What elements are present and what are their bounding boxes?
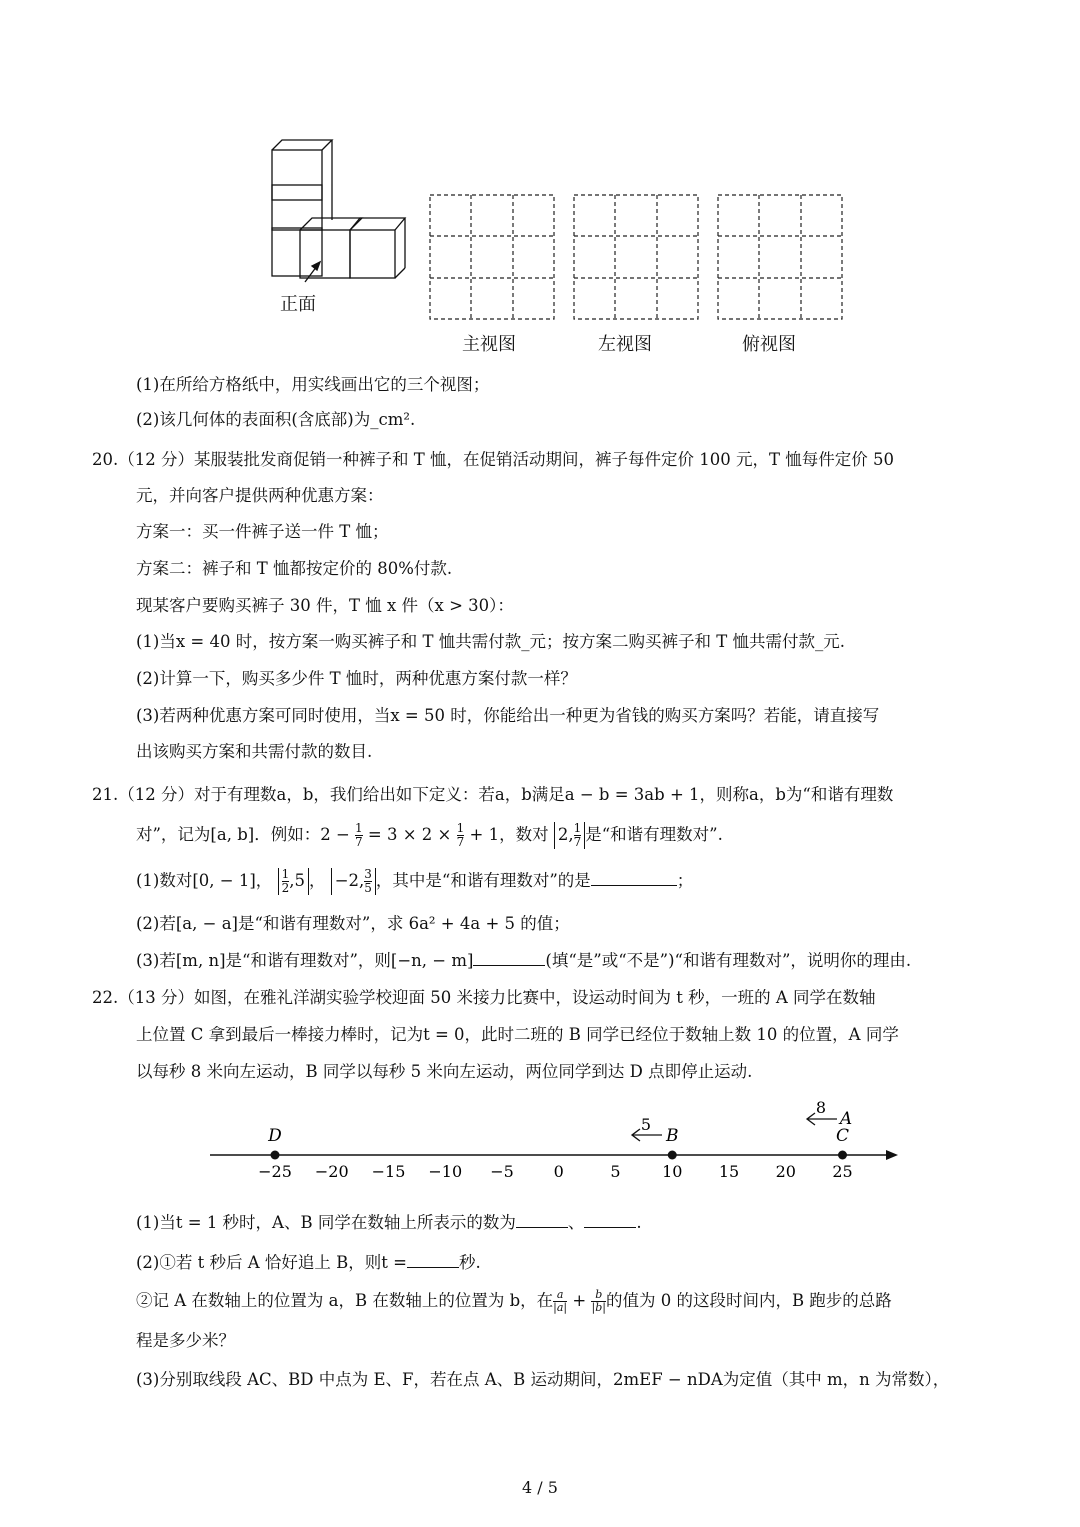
q22-answer-blank-b[interactable] (584, 1227, 636, 1228)
q22-head-line1: 22.（13 分）如图，在雅礼洋湖实验学校迎面 50 米接力比赛中，设运动时间为 t 秒，一班的 A 同学在数轴 (92, 988, 876, 1007)
q20-plan2: 方案二：裤子和 T 恤都按定价的 80%付款. (136, 559, 453, 578)
q20-condition: 现某客户要购买裤子 30 件，T 恤 x 件（x > 30）： (136, 596, 514, 615)
q21-part1: (1)数对[0, − 1]， $\frac{1}{2}$ ,5 ， −2, $\frac{3}{5}$ ，其中是“和谐有理数对”的是 ； (136, 867, 694, 896)
q22-part1: (1)当t = 1 秒时，A、B 同学在数轴上所表示的数为 、 . (136, 1213, 642, 1232)
q21-def-text-a: 对”，记为[a, b]．例如：2 − (136, 825, 356, 845)
tick-label: 0 (553, 1162, 564, 1181)
q20-part3-line1: (3)若两种优惠方案可同时使用，当x = 50 时，你能给出一种更为省钱的购买方案吗？若能，请直接写 (136, 706, 880, 725)
caption-top-view: 俯视图 (742, 334, 796, 355)
point-a-label: A (839, 1109, 853, 1129)
tick-label: 10 (662, 1162, 683, 1181)
q19-part1: (1)在所给方格纸中，用实线画出它的三个视图； (136, 375, 490, 394)
frac-b-abs-b: $\frac{b}{|b|}$ (591, 1287, 606, 1314)
page-number: 4 / 5 (522, 1478, 558, 1497)
q21-answer-blank-3[interactable] (473, 965, 545, 966)
q20-head-line2: 元，并向客户提供两种优惠方案： (136, 486, 384, 505)
caption-left-view: 左视图 (598, 334, 652, 355)
q22-head-line3: 以每秒 8 米向左运动，B 同学以每秒 5 米向左运动，两位同学到达 D 点即停止运动. (136, 1062, 753, 1081)
speed-b-label: 5 (640, 1115, 652, 1134)
q20-part3-line2: 出该购买方案和共需付款的数目. (136, 742, 373, 761)
q22-part3: (3)分别取线段 AC、BD 中点为 E、F，若在点 A、B 运动期间，2mEF − nDA为定值（其中 m，n 为常数）， (136, 1370, 950, 1389)
q21-head-line1: 21.（12 分）对于有理数a，b，我们给出如下定义：若a，b满足a − b = 3ab + 1，则称a，b为“和谐有理数 (92, 785, 894, 804)
q21-def-text-d: 是“和谐有理数对”. (585, 825, 723, 845)
tick-label: 20 (775, 1162, 796, 1181)
q20-part2: (2)计算一下，购买多少件 T 恤时，两种优惠方案付款一样？ (136, 669, 577, 688)
tick-label: −25 (258, 1162, 292, 1181)
front-label: 正面 (280, 294, 316, 315)
q21-head-line2 (136, 822, 980, 849)
point-b-label: B (666, 1126, 679, 1146)
tick-label: 15 (718, 1162, 740, 1181)
pair-half-5: $\frac{1}{2}$ ,5 (278, 868, 309, 895)
q21-def-text-c: + 1，数对 (464, 825, 549, 845)
q22-head-line2: 上位置 C 拿到最后一棒接力棒时，记为t = 0，此时二班的 B 同学已经位于数轴上数 10 的位置，A 同学 (136, 1025, 899, 1044)
point-d-label: D (268, 1126, 282, 1146)
q22-part2-1: (2)①若 t 秒后 A 恰好追上 B，则t = 秒. (136, 1253, 481, 1272)
speed-a-label: 8 (815, 1098, 827, 1117)
q21-answer-blank-1[interactable] (591, 885, 677, 886)
frac-1-7-b: $\frac{1}{7}$ (456, 821, 465, 850)
point-b-marker (668, 1151, 677, 1160)
tick-label: 25 (832, 1162, 853, 1181)
q20-plan1: 方案一：买一件裤子送一件 T 恤； (136, 522, 389, 541)
frac-1-7: $\frac{1}{7}$ (355, 821, 363, 850)
example-pair: 2, $\frac{1}{7}$ (554, 822, 585, 849)
q22-part2-2: ②记 A 在数轴上的位置为 a，B 在数轴上的位置为 b，在 $\frac{a}{|a|}$ + $\frac{b}{|b|}$ 的值为 0 的这段时间内，B 跑步的总路 (136, 1287, 892, 1314)
q22-answer-blank-a[interactable] (516, 1227, 568, 1228)
point-c-marker (838, 1151, 847, 1160)
number-line-figure (200, 1095, 920, 1190)
q22-part2-3: 程是多少米？ (136, 1331, 235, 1350)
q21-def-text-b: = 3 × 2 × (362, 825, 457, 845)
q20-part1: (1)当x = 40 时，按方案一购买裤子和 T 恤共需付款_元；按方案二购买裤子和 T 恤共需付款_元. (136, 632, 845, 651)
q20-head-line1: 20.（12 分）某服装批发商促销一种裤子和 T 恤，在促销活动期间，裤子每件定价 100 元，T 恤每件定价 50 (92, 450, 894, 469)
tick-label: −15 (371, 1162, 406, 1181)
q22-answer-blank-t[interactable] (407, 1267, 459, 1268)
point-d-marker (271, 1151, 280, 1160)
tick-label: −5 (490, 1162, 514, 1181)
pair-neg2-3-5: −2, $\frac{3}{5}$ (331, 868, 376, 895)
point-c-label: C (835, 1126, 850, 1146)
q19-part2: (2)该几何体的表面积(含底部)为_cm². (136, 410, 416, 429)
tick-label: 5 (610, 1162, 621, 1181)
q21-part3: (3)若[m, n]是“和谐有理数对”，则[−n, − m] (填“是”或“不是”)“和谐有理数对”，说明你的理由. (136, 951, 912, 970)
tick-label: −20 (314, 1162, 349, 1181)
frac-a-abs-a: $\frac{a}{|a|}$ (553, 1287, 568, 1314)
q21-part2: (2)若[a, − a]是“和谐有理数对”，求 6a² + 4a + 5 的值； (136, 914, 570, 933)
caption-front-view: 主视图 (462, 334, 516, 355)
number-line (200, 1095, 920, 1190)
tick-label: −10 (428, 1162, 463, 1181)
